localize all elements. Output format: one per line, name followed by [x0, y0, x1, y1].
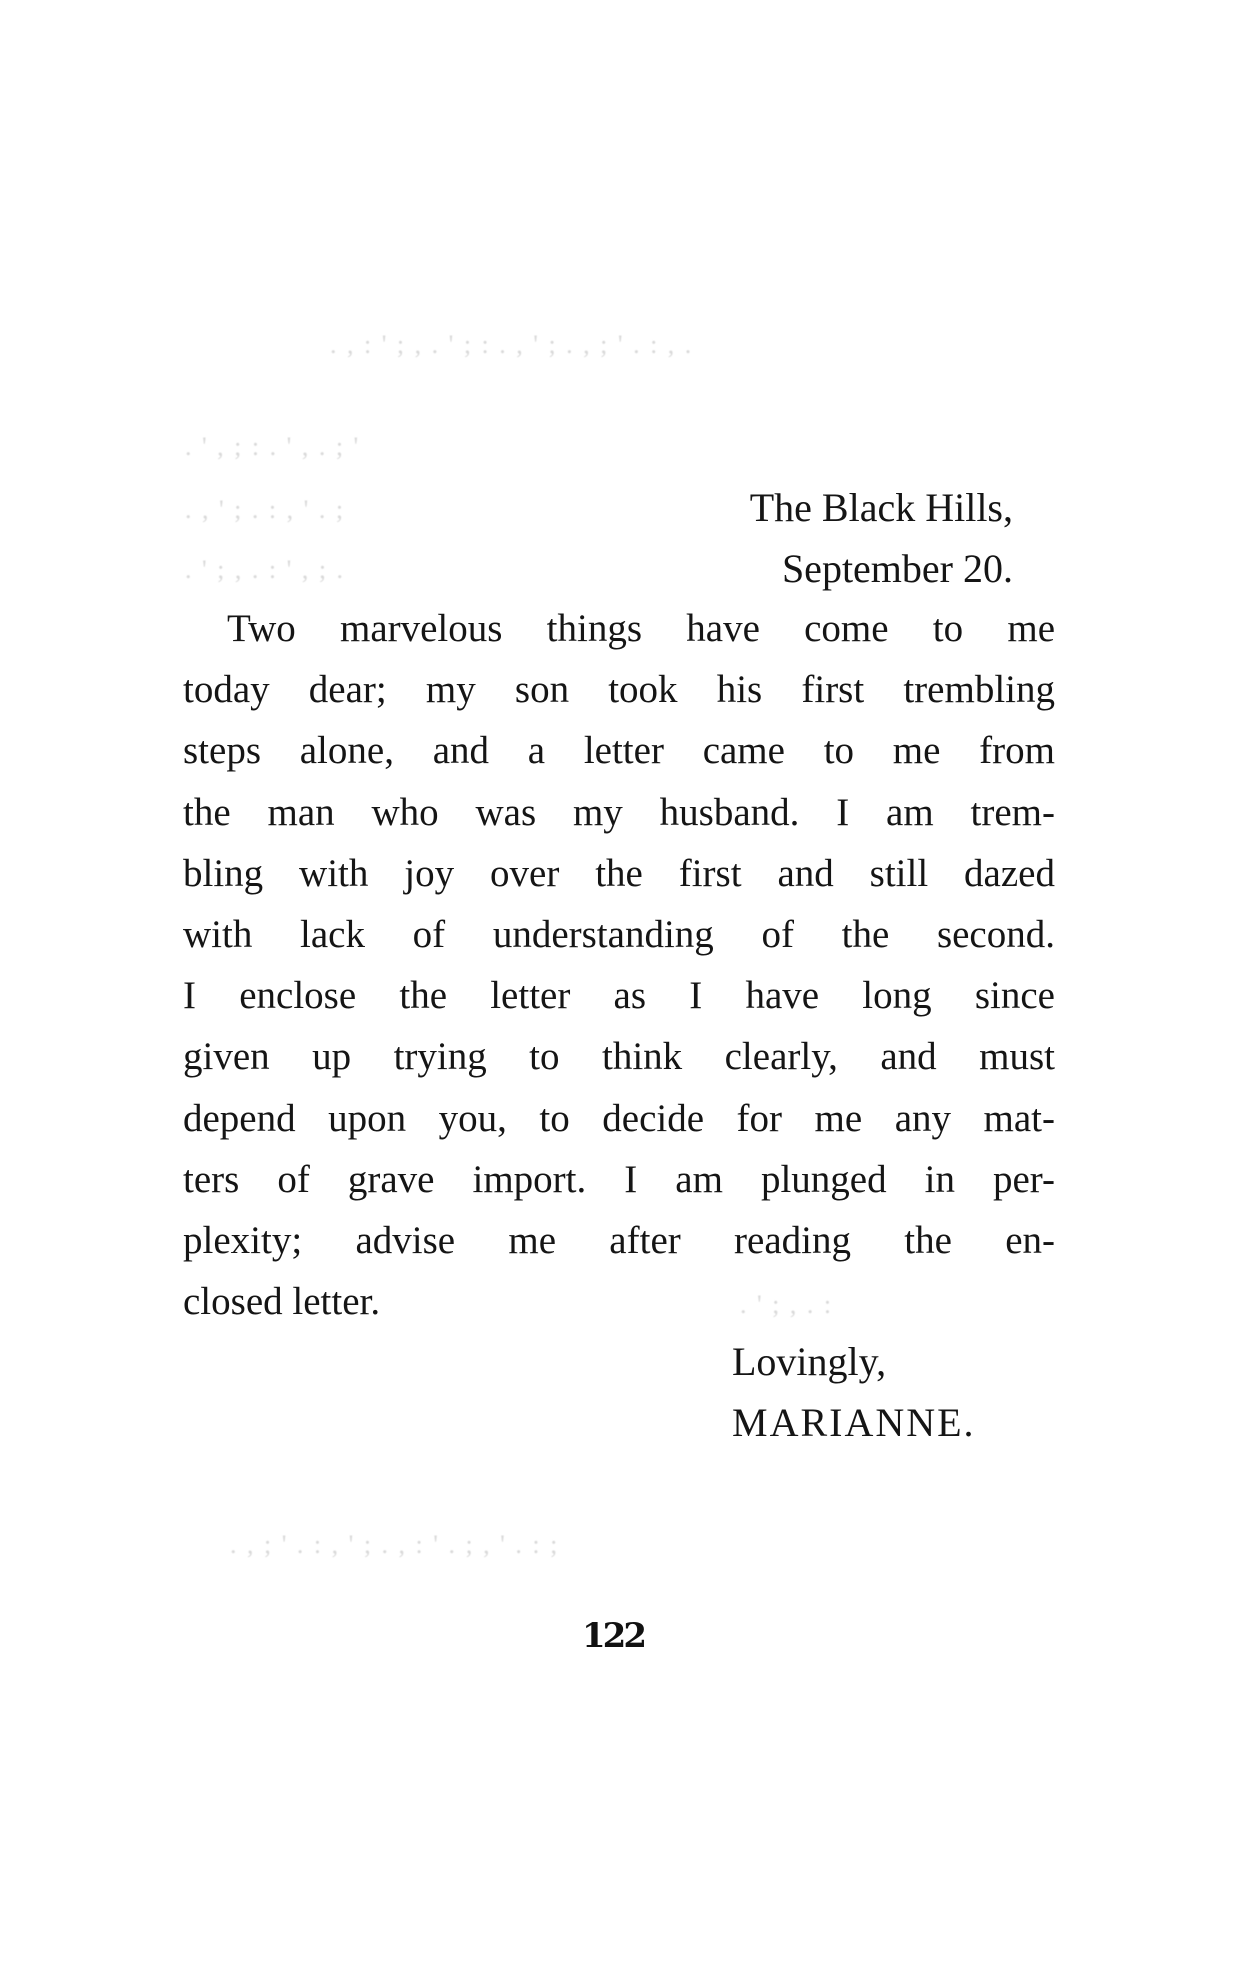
body-line: with lack of understanding of the second. [183, 912, 1055, 956]
body-line: closed letter. [183, 1280, 381, 1324]
bleed-through-mark: . , ' ; . : , ' . ; [185, 495, 346, 524]
letter-body [183, 598, 1055, 1332]
letter-date: September 20. [781, 546, 1013, 591]
body-line: plexity; advise me after reading the en- [183, 1218, 1055, 1262]
body-line: Two marvelous things have come to me [227, 607, 1055, 650]
bleed-through-mark: . , ; ' . : , ' ; . , : ' . ; , ' . : ; [230, 1530, 560, 1559]
body-line: bling with joy over the first and still dazed [183, 851, 1055, 895]
body-line: ters of grave import. I am plunged in per- [183, 1157, 1055, 1201]
bleed-through-mark: . , : ' ; , . ' ; : . , ' ; . , ; ' . : , . [330, 330, 694, 359]
body-line: depend upon you, to decide for me any mat- [183, 1096, 1055, 1140]
body-line: steps alone, and a letter came to me from [183, 729, 1055, 773]
letter-place: The Black Hills, [749, 485, 1013, 530]
body-line: given up trying to think clearly, and must [183, 1035, 1055, 1079]
letter-signature: MARIANNE. [732, 1400, 976, 1445]
body-line: today dear; my son took his first trembling [183, 668, 1055, 712]
bleed-through-mark: . ' ; , . : [740, 1290, 834, 1319]
page-number: 122 [582, 1616, 644, 1656]
bleed-through-mark: . ' ; , . : ' , ; . [185, 555, 346, 584]
body-line: I enclose the letter as I have long since [183, 974, 1055, 1018]
bleed-through-mark: . ' , ; : . ' , . ; ' [185, 432, 361, 461]
body-line: the man who was my husband. I am trem- [183, 790, 1055, 834]
letter-closing: Lovingly, [732, 1339, 887, 1384]
